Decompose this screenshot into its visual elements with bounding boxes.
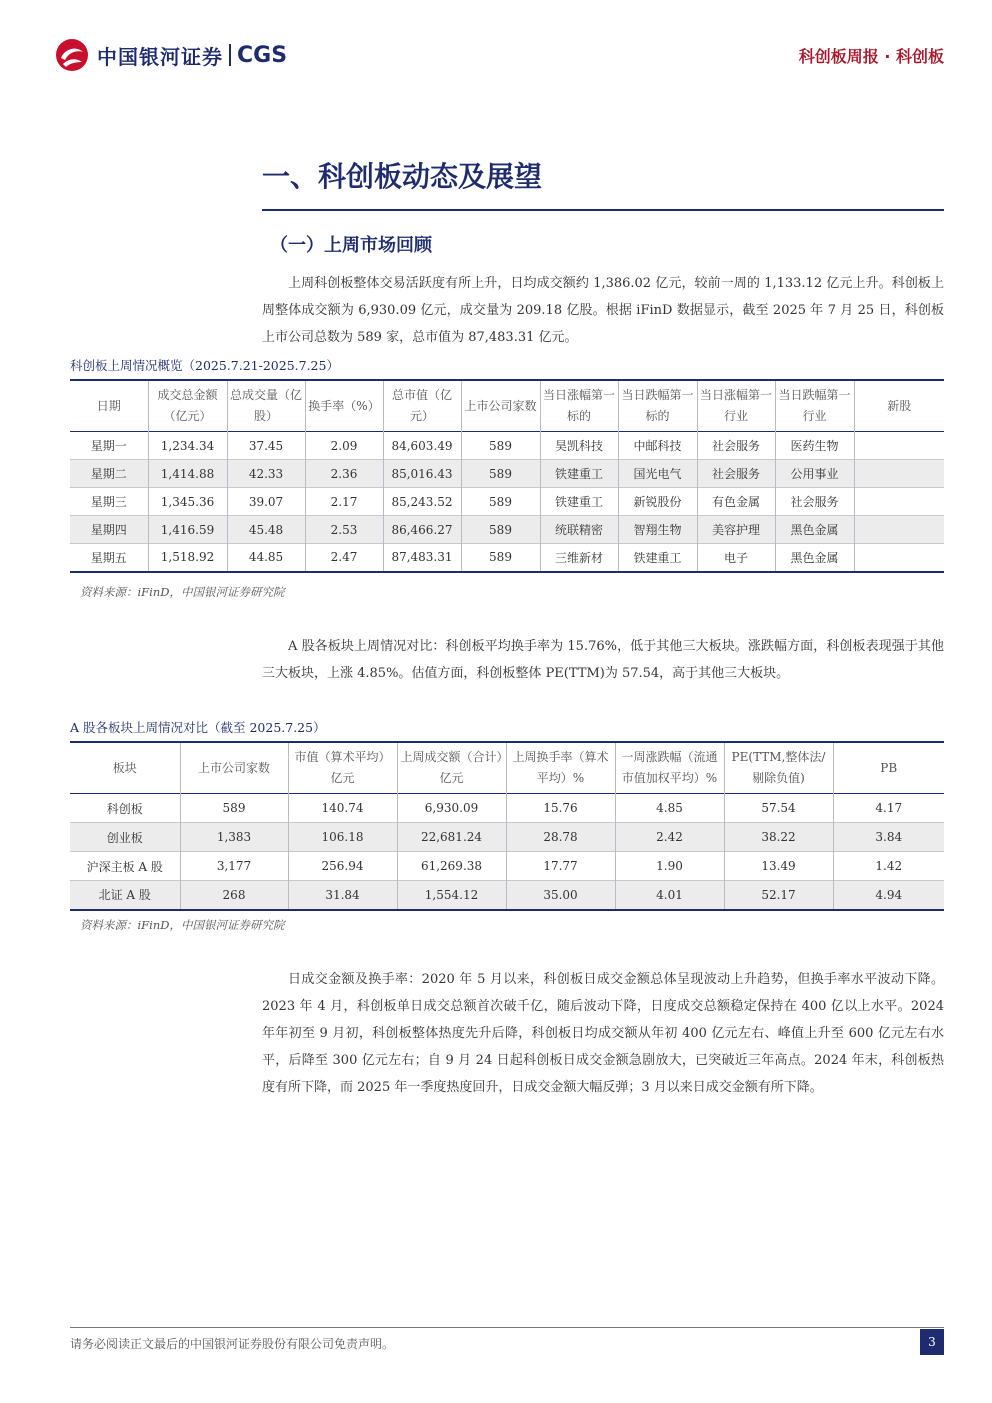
- table-cell: 社会服务: [697, 460, 775, 488]
- table-cell: 37.45: [227, 432, 305, 460]
- table-cell: 北证 A 股: [70, 881, 180, 910]
- paragraph-turnover-analysis: 日成交金额及换手率：2020 年 5 月以来，科创板日成交金额总体呈现波动上升趋势，但换手率水平波动下降。2023 年 4 月，科创板单日成交总额首次破千亿，随后波动下降，日度成交总额稳定保持在 400 亿以上水平。2024 年年初至 9 月初，科创板整体热度先升后降，科创板日均成交额从年初 400 亿元左右、峰值上升至 600 亿元左右水平，后降至 300 亿元左右；自 9 月 24 日起科创板日成交金额急剧放大，已突破近三年高点。2024 年末，科创板热度有所下降，而 2025 年一季度热度回升，日成交金额大幅反弹；3 月以来日成交金额有所下降。: [262, 972, 944, 1095]
- table-cell: 有色金属: [697, 488, 775, 516]
- table-cell: 13.49: [724, 852, 833, 881]
- table-cell: 新锐股份: [618, 488, 697, 516]
- table-cell: 2.53: [305, 516, 383, 544]
- table-cell: 3,177: [180, 852, 288, 881]
- table-cell: [854, 516, 944, 544]
- col-header: PB: [880, 760, 898, 775]
- table-cell: [854, 544, 944, 572]
- table-cell: 87,483.31: [383, 544, 461, 572]
- table-cell: 1.90: [615, 852, 724, 881]
- table-cell: 1,416.59: [148, 516, 227, 544]
- table-cell: 铁建重工: [618, 544, 697, 572]
- table2-caption: A 股各板块上周情况对比（截至 2025.7.25）: [70, 720, 326, 735]
- col-header: 当日跌幅第一行业: [775, 380, 854, 432]
- col-header: 当日跌幅第一标的: [618, 380, 697, 432]
- table-cell: 85,016.43: [383, 460, 461, 488]
- table-cell: 电子: [697, 544, 775, 572]
- table-cell: 84,603.49: [383, 432, 461, 460]
- table-cell: 2.09: [305, 432, 383, 460]
- table-cell: 1,383: [180, 823, 288, 852]
- table-cell: 昊凯科技: [540, 432, 618, 460]
- table-cell: 沪深主板 A 股: [70, 852, 180, 881]
- table-cell: 社会服务: [775, 488, 854, 516]
- table1-source: 资料来源：iFinD，中国银河证券研究院: [80, 585, 285, 599]
- table-cell: 86,466.27: [383, 516, 461, 544]
- table-cell: 589: [461, 432, 540, 460]
- table-cell: 星期一: [70, 432, 148, 460]
- table-cell: 106.18: [288, 823, 397, 852]
- paragraph-board-comparison: A 股各板块上周情况对比：科创板平均换手率为 15.76%，低于其他三大板块。涨跌幅方面，科创板表现强于其他三大板块，上涨 4.85%。估值方面，科创板整体 PE(TTM)为 57.54，高于其他三大板块。: [262, 639, 944, 681]
- col-header: 日期: [70, 380, 148, 432]
- table2-source: 资料来源：iFinD，中国银河证券研究院: [80, 918, 285, 932]
- table-cell: 4.17: [875, 801, 903, 815]
- table-cell: 256.94: [288, 852, 397, 881]
- table-cell: 57.54: [724, 794, 833, 823]
- table-cell: 创业板: [70, 823, 180, 852]
- table-cell: 国光电气: [618, 460, 697, 488]
- table-cell: 公用事业: [775, 460, 854, 488]
- paragraph-market-review: 上周科创板整体交易活跃度有所上升，日均成交额约 1,386.02 亿元，较前一周的 1,133.12 亿元上升。科创板上周整体成交额为 6,930.09 亿元，成交量为 209.18 亿股。根据 iFinD 数据显示，截至 2025 年 7 月 25 日，科创板上市公司总数为 589 家，总市值为 87,483.31 亿元。: [262, 276, 944, 345]
- col-header: 上周换手率（算术平均）%: [506, 742, 615, 794]
- col-header: 总成交量（亿股）: [227, 380, 305, 432]
- table-cell: 星期四: [70, 516, 148, 544]
- table-row: [70, 432, 944, 460]
- report-type-label: 科创板周报 · 科创板: [798, 47, 944, 66]
- table-cell: 35.00: [506, 881, 615, 910]
- table-row: [70, 544, 944, 572]
- table-cell: 3.84: [875, 830, 903, 844]
- table-row: [70, 488, 944, 516]
- table-cell: [854, 432, 944, 460]
- table-cell: [854, 460, 944, 488]
- table-cell: 15.76: [506, 794, 615, 823]
- col-header: 上市公司家数: [180, 742, 288, 794]
- table-cell: 42.33: [227, 460, 305, 488]
- table-row: [70, 516, 944, 544]
- footer-disclaimer: 请务必阅读正文最后的中国银河证券股份有限公司免责声明。: [70, 1337, 395, 1351]
- table-row: [70, 794, 944, 823]
- table-row: [70, 823, 944, 852]
- page-number: 3: [920, 1329, 944, 1355]
- table-cell: 黑色金属: [775, 544, 854, 572]
- table-cell: 统联精密: [540, 516, 618, 544]
- table-cell: 17.77: [506, 852, 615, 881]
- table-cell: 268: [180, 881, 288, 910]
- col-header: 板块: [70, 742, 180, 794]
- section-title: 一、科创板动态及展望: [262, 160, 543, 193]
- table-cell: 38.22: [724, 823, 833, 852]
- table-cell: 2.42: [615, 823, 724, 852]
- table-cell: 2.36: [305, 460, 383, 488]
- table-cell: 1,234.34: [148, 432, 227, 460]
- table-cell: 铁建重工: [540, 488, 618, 516]
- table-cell: 45.48: [227, 516, 305, 544]
- cgs-logo-icon: [55, 38, 89, 72]
- table-cell: 589: [180, 794, 288, 823]
- subsection-title: （一）上周市场回顾: [270, 235, 432, 256]
- footer-divider: [70, 1327, 944, 1328]
- table-cell: 科创板: [70, 794, 180, 823]
- table-cell: 85,243.52: [383, 488, 461, 516]
- table-cell: 589: [461, 516, 540, 544]
- table-cell: 44.85: [227, 544, 305, 572]
- col-header: 新股: [887, 398, 912, 413]
- table-cell: 589: [461, 460, 540, 488]
- table-cell: 589: [461, 544, 540, 572]
- table-cell: 医药生物: [775, 432, 854, 460]
- table-cell: 4.85: [615, 794, 724, 823]
- col-header: 上市公司家数: [461, 380, 540, 432]
- table-cell: 中邮科技: [618, 432, 697, 460]
- table-cell: 4.94: [875, 887, 903, 902]
- table-cell: 61,269.38: [397, 852, 506, 881]
- table-cell: 星期二: [70, 460, 148, 488]
- table-cell: 智翔生物: [618, 516, 697, 544]
- table-cell: 2.17: [305, 488, 383, 516]
- col-header: 一周涨跌幅（流通市值加权平均）%: [615, 742, 724, 794]
- table1-caption: 科创板上周情况概览（2025.7.21-2025.7.25）: [70, 358, 339, 373]
- table-cell: 28.78: [506, 823, 615, 852]
- col-header: 上周成交额（合计）亿元: [397, 742, 506, 794]
- table-row: [70, 460, 944, 488]
- col-header: 换手率（%）: [305, 380, 383, 432]
- table-cell: 1,345.36: [148, 488, 227, 516]
- table-row: [70, 881, 944, 910]
- table-cell: 1.42: [875, 859, 903, 873]
- table-cell: 6,930.09: [397, 794, 506, 823]
- col-header: 总市值（亿元）: [383, 380, 461, 432]
- table-cell: 美容护理: [697, 516, 775, 544]
- logo-chinese-name: 中国银河证券: [97, 44, 223, 69]
- board-comparison-table: [70, 741, 944, 911]
- table-cell: 1,414.88: [148, 460, 227, 488]
- weekly-overview-table: [70, 379, 944, 573]
- col-header: 当日涨幅第一标的: [540, 380, 618, 432]
- table-cell: 31.84: [288, 881, 397, 910]
- table-cell: 三维新材: [540, 544, 618, 572]
- table-cell: 22,681.24: [397, 823, 506, 852]
- col-header: 市值（算术平均）亿元: [288, 742, 397, 794]
- table-row: [70, 852, 944, 881]
- table-cell: 1,518.92: [148, 544, 227, 572]
- table-cell: 39.07: [227, 488, 305, 516]
- table-header-row: [70, 742, 944, 794]
- table-cell: 黑色金属: [775, 516, 854, 544]
- table-cell: 1,554.12: [397, 881, 506, 910]
- table-cell: 2.47: [305, 544, 383, 572]
- table-cell: 4.01: [615, 881, 724, 910]
- table-cell: [854, 488, 944, 516]
- logo-english-name: CGS: [237, 42, 288, 68]
- table-cell: 社会服务: [697, 432, 775, 460]
- table-cell: 铁建重工: [540, 460, 618, 488]
- col-header: 成交总金额（亿元）: [148, 380, 227, 432]
- table-cell: 140.74: [288, 794, 397, 823]
- table-cell: 589: [461, 488, 540, 516]
- table-cell: 星期五: [70, 544, 148, 572]
- logo-divider: [229, 44, 231, 66]
- company-logo: [55, 38, 287, 72]
- col-header: 当日涨幅第一行业: [697, 380, 775, 432]
- table-cell: 52.17: [724, 881, 833, 910]
- table-cell: 星期三: [70, 488, 148, 516]
- table-header-row: [70, 380, 944, 432]
- section-title-underline: [262, 209, 944, 211]
- col-header: PE(TTM,整体法/剔除负值): [724, 742, 833, 794]
